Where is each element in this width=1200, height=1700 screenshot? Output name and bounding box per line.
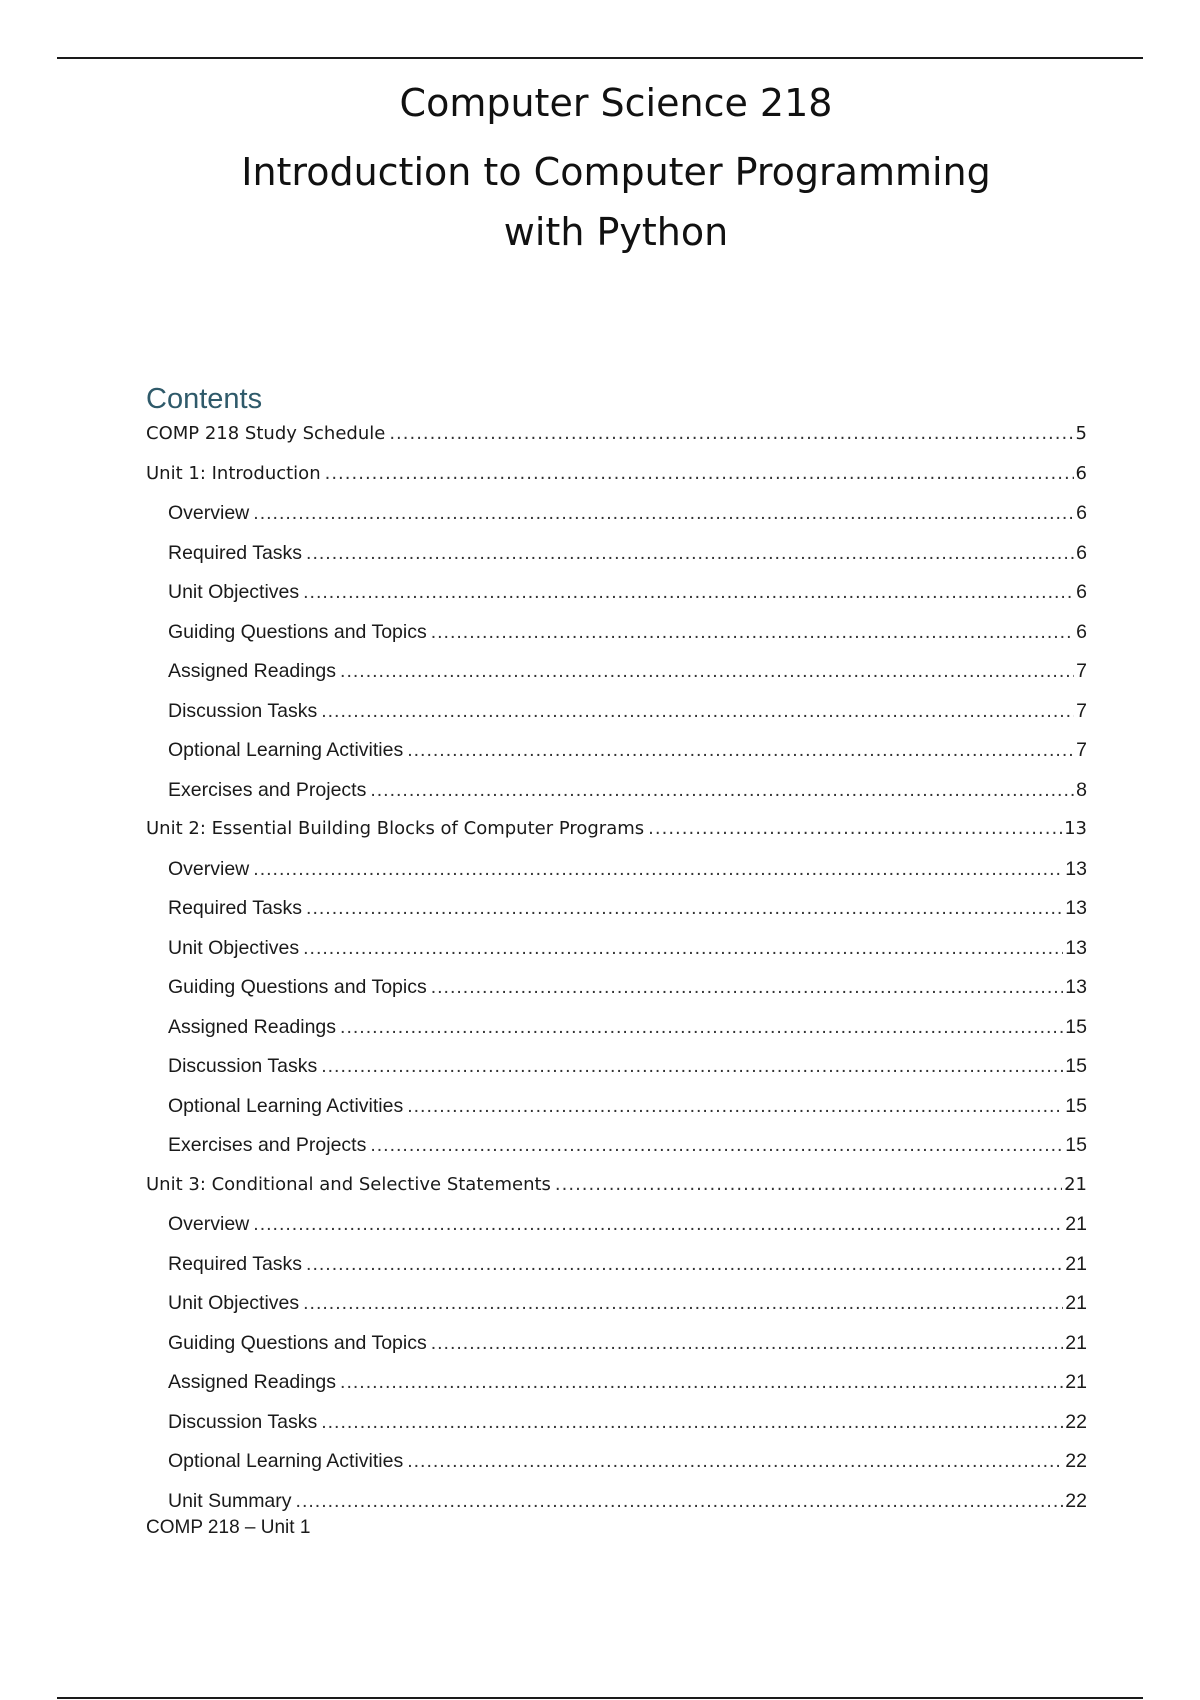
- toc-entry-page-number: 21: [1065, 1292, 1087, 1314]
- top-rule: [57, 57, 1143, 59]
- toc-entry-label: Guiding Questions and Topics: [168, 1331, 427, 1354]
- toc-entry-label: Discussion Tasks: [168, 1410, 318, 1433]
- toc-entry-label: Unit Objectives: [168, 936, 300, 959]
- toc-entry-label: Required Tasks: [168, 897, 303, 919]
- toc-dot-leader: [325, 463, 1074, 484]
- toc-entry-page-number: 7: [1076, 739, 1087, 761]
- toc-entry-page-number: 22: [1065, 1410, 1087, 1433]
- toc-dot-leader: [253, 1213, 1063, 1236]
- toc-entry-page-number: 5: [1075, 423, 1087, 444]
- toc-entry-label: Unit 1: Introduction: [146, 462, 321, 484]
- toc-entry-unit[interactable]: [146, 1174, 1087, 1214]
- toc-entry-label: Optional Learning Activities: [168, 1094, 404, 1117]
- toc-dot-leader: [407, 1095, 1063, 1118]
- toc-entry-section[interactable]: [146, 581, 1087, 621]
- toc-dot-leader: [303, 1292, 1063, 1315]
- toc-entry-label: Exercises and Projects: [168, 1134, 367, 1156]
- toc-entry-label: Unit Summary: [168, 1489, 292, 1512]
- toc-entry-label: Unit Objectives: [168, 581, 300, 603]
- toc-entry-page-number: 6: [1076, 620, 1087, 643]
- toc-dot-leader: [431, 1332, 1064, 1355]
- toc-entry-section[interactable]: [146, 1332, 1087, 1372]
- toc-dot-leader: [253, 858, 1063, 881]
- toc-entry-section[interactable]: [146, 660, 1087, 700]
- toc-entry-label: Guiding Questions and Topics: [168, 620, 427, 643]
- toc-dot-leader: [648, 818, 1062, 839]
- toc-list: [146, 423, 1087, 1529]
- toc-entry-page-number: 15: [1065, 1134, 1087, 1156]
- toc-entry-section[interactable]: [146, 1016, 1087, 1056]
- toc-entry-label: Unit 3: Conditional and Selective Statements: [146, 1173, 551, 1195]
- toc-dot-leader: [321, 700, 1074, 723]
- toc-dot-leader: [340, 660, 1074, 683]
- toc-entry-section[interactable]: [146, 1411, 1087, 1451]
- toc-entry-section[interactable]: [146, 502, 1087, 542]
- toc-dot-leader: [555, 1174, 1062, 1195]
- toc-entry-label: Unit 2: Essential Building Blocks of Computer Programs: [146, 818, 645, 839]
- toc-entry-section[interactable]: [146, 1055, 1087, 1095]
- toc-entry-label: Unit Objectives: [168, 1292, 300, 1314]
- toc-entry-label: Optional Learning Activities: [168, 1450, 404, 1472]
- toc-entry-unit[interactable]: [146, 423, 1087, 463]
- toc-entry-section[interactable]: [146, 1095, 1087, 1135]
- toc-entry-page-number: 8: [1076, 778, 1087, 801]
- toc-entry-label: Guiding Questions and Topics: [168, 976, 427, 998]
- toc-entry-section[interactable]: [146, 1450, 1087, 1490]
- toc-entry-page-number: 22: [1065, 1450, 1087, 1472]
- toc-entry-unit[interactable]: [146, 818, 1087, 858]
- toc-entry-section[interactable]: [146, 1213, 1087, 1253]
- footer-label: COMP 218 – Unit 1: [146, 1517, 311, 1538]
- toc-dot-leader: [431, 621, 1074, 644]
- toc-dot-leader: [370, 779, 1074, 802]
- toc-entry-page-number: 13: [1065, 897, 1087, 919]
- toc-dot-leader: [431, 976, 1064, 999]
- toc-dot-leader: [303, 937, 1063, 960]
- title-block: [0, 74, 1200, 262]
- toc-entry-section[interactable]: [146, 779, 1087, 819]
- toc-entry-label: Discussion Tasks: [168, 1055, 318, 1077]
- toc-entry-label: Required Tasks: [168, 541, 303, 564]
- toc-entry-label: Assigned Readings: [168, 1015, 337, 1038]
- toc-dot-leader: [370, 1134, 1063, 1157]
- toc-entry-page-number: 15: [1065, 1094, 1087, 1117]
- toc-entry-section[interactable]: [146, 739, 1087, 779]
- toc-entry-page-number: 21: [1065, 1252, 1087, 1275]
- toc-dot-leader: [306, 1253, 1063, 1276]
- toc-dot-leader: [303, 581, 1074, 604]
- toc-dot-leader: [407, 1450, 1063, 1473]
- toc-entry-page-number: 21: [1065, 1331, 1087, 1354]
- course-subtitle: Introduction to Computer Programming with Python: [241, 150, 991, 254]
- toc-entry-section[interactable]: [146, 542, 1087, 582]
- toc-entry-label: Assigned Readings: [168, 1371, 337, 1393]
- toc-entry-page-number: 21: [1064, 1173, 1087, 1195]
- toc-entry-page-number: 13: [1065, 976, 1087, 998]
- toc-entry-label: Discussion Tasks: [168, 699, 318, 722]
- toc-entry-page-number: 22: [1065, 1489, 1087, 1512]
- toc-entry-page-number: 13: [1065, 857, 1087, 880]
- toc-entry-label: Overview: [168, 1213, 250, 1235]
- toc-entry-label: Exercises and Projects: [168, 778, 367, 801]
- table-of-contents: [146, 379, 1087, 1529]
- toc-dot-leader: [306, 897, 1063, 920]
- toc-entry-section[interactable]: [146, 700, 1087, 740]
- toc-dot-leader: [389, 423, 1073, 444]
- toc-dot-leader: [321, 1411, 1063, 1434]
- toc-entry-label: Overview: [168, 857, 250, 880]
- toc-dot-leader: [340, 1016, 1063, 1039]
- toc-dot-leader: [340, 1371, 1063, 1394]
- toc-dot-leader: [306, 542, 1074, 565]
- toc-dot-leader: [407, 739, 1074, 762]
- toc-entry-page-number: 6: [1075, 462, 1087, 484]
- toc-entry-page-number: 7: [1076, 699, 1087, 722]
- toc-entry-section[interactable]: [146, 937, 1087, 977]
- toc-entry-label: COMP 218 Study Schedule: [146, 423, 386, 444]
- toc-entry-section[interactable]: [146, 621, 1087, 661]
- toc-entry-page-number: 6: [1076, 502, 1087, 524]
- toc-entry-section[interactable]: [146, 897, 1087, 937]
- toc-dot-leader: [321, 1055, 1063, 1078]
- toc-dot-leader: [253, 502, 1074, 525]
- toc-entry-label: Required Tasks: [168, 1252, 303, 1275]
- toc-entry-unit[interactable]: [146, 463, 1087, 503]
- toc-entry-section[interactable]: [146, 1292, 1087, 1332]
- toc-entry-section[interactable]: [146, 1134, 1087, 1174]
- toc-entry-page-number: 15: [1065, 1015, 1087, 1038]
- toc-entry-page-number: 15: [1065, 1055, 1087, 1077]
- toc-entry-page-number: 13: [1065, 936, 1087, 959]
- toc-entry-section[interactable]: [146, 858, 1087, 898]
- toc-entry-page-number: 7: [1076, 660, 1087, 682]
- toc-entry-page-number: 6: [1076, 541, 1087, 564]
- toc-entry-label: Overview: [168, 502, 250, 524]
- toc-entry-page-number: 21: [1065, 1371, 1087, 1393]
- toc-entry-label: Optional Learning Activities: [168, 739, 404, 761]
- toc-entry-page-number: 6: [1076, 581, 1087, 603]
- toc-heading: Contents: [146, 383, 263, 415]
- toc-dot-leader: [296, 1490, 1064, 1513]
- toc-entry-label: Assigned Readings: [168, 660, 337, 682]
- course-title: Computer Science 218: [399, 81, 833, 125]
- toc-entry-section[interactable]: [146, 1371, 1087, 1411]
- bottom-rule: [57, 1697, 1143, 1699]
- toc-entry-page-number: 13: [1064, 818, 1087, 839]
- toc-entry-page-number: 21: [1065, 1213, 1087, 1235]
- toc-entry-section[interactable]: [146, 1253, 1087, 1293]
- toc-entry-section[interactable]: [146, 976, 1087, 1016]
